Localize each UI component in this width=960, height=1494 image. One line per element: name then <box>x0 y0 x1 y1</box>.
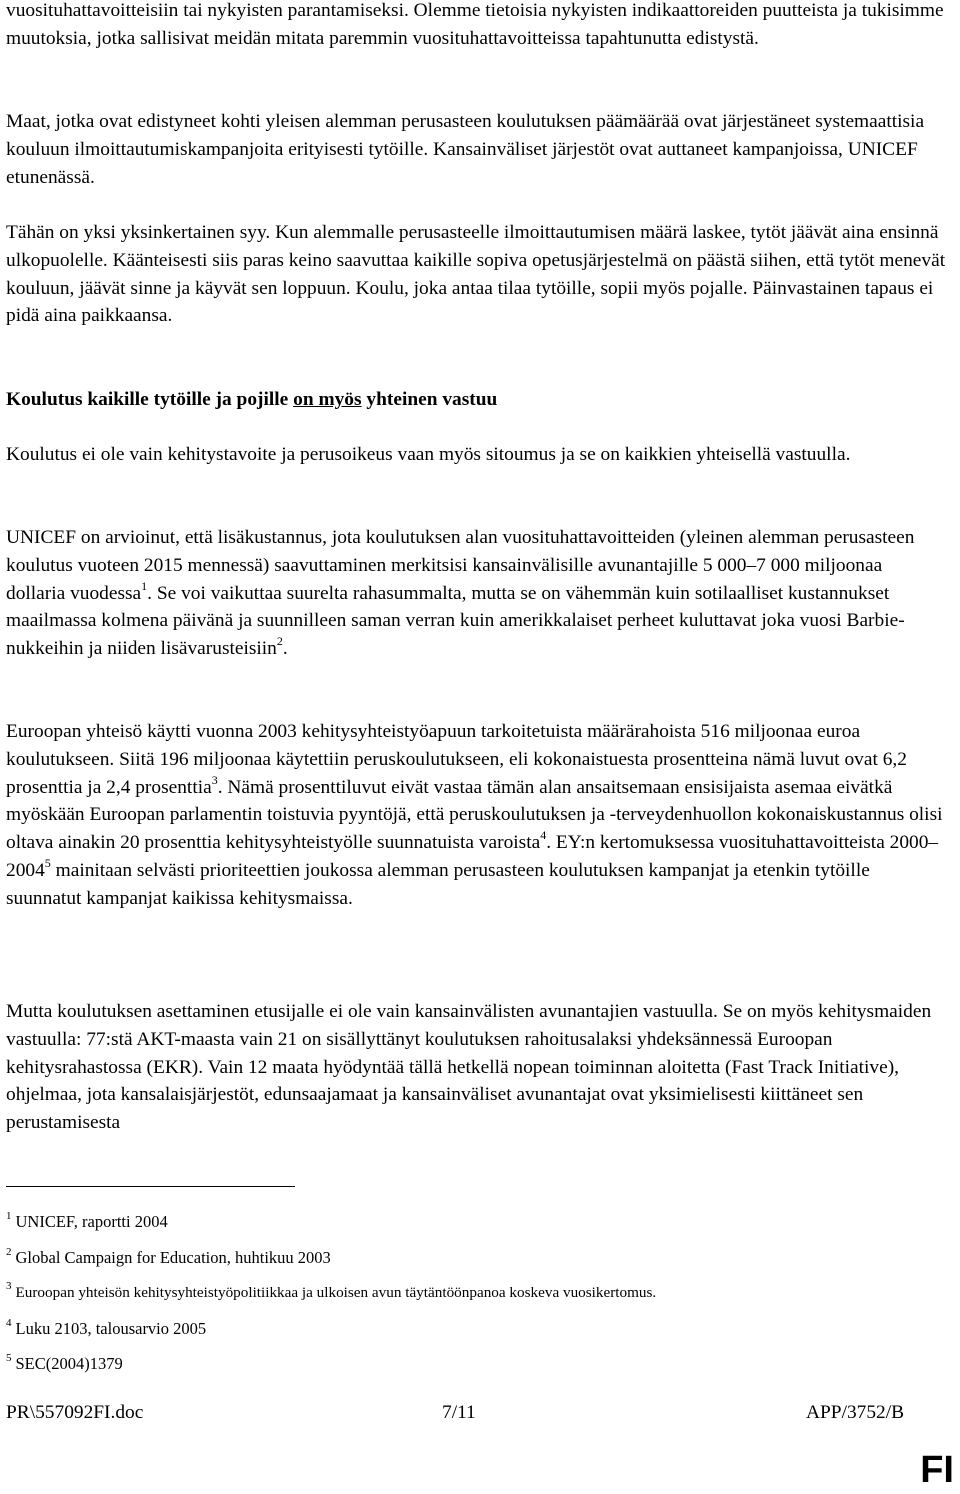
footnote-1-number: 1 <box>6 1210 12 1222</box>
paragraph-5-text-c: . EY:n kertomuksessa vuosituhattavoitteista 2000–2004 <box>6 832 939 881</box>
footnote-4-text: Luku 2103, talousarvio 2005 <box>15 1319 207 1338</box>
footnote-ref-4: 4 <box>540 828 547 843</box>
paragraph-3 <box>6 441 946 469</box>
footnote-2-number: 2 <box>6 1246 12 1258</box>
paragraph-4-text-a: UNICEF on arvioinut, että lisäkustannus, jota koulutuksen alan vuosituhattavoitteiden (yleinen alemman perusasteen koulutus vuoteen 2015 mennessä) saavuttaminen merkitsisi kansainvälisille avunantajille 5 000–7 000 miljoonaa dollaria vuodessa <box>6 527 915 604</box>
paragraph-4-text-c: . <box>282 638 288 660</box>
footnote-3-number: 3 <box>6 1280 12 1292</box>
footnote-2 <box>6 1248 331 1268</box>
paragraph-0-text: vuosituhattavoitteisiin tai nykyisten parantamiseksi. Olemme tietoisia nykyisten indikaattoreiden puutteista ja tukisimme muutoksia, jotka sallisivat meidän mitata paremmin vuosituhattavoitteissa tapahtunutta edistystä. <box>6 0 944 49</box>
paragraph-4 <box>6 524 946 663</box>
footnote-3 <box>6 1280 657 1303</box>
footer-doc-ref: PR\557092FI.doc <box>6 1402 144 1423</box>
footnote-3-text: Euroopan yhteisön kehitysyhteistyöpolitiikkaa ja ulkoisen avun täytäntöönpanoa koskeva vuosikertomus. <box>15 1284 657 1301</box>
footer-page-number: 7/11 <box>442 1402 476 1423</box>
language-code: FI <box>920 1449 954 1491</box>
section-heading-part2: yhteinen vastuu <box>361 389 498 410</box>
footnote-1 <box>6 1212 168 1232</box>
paragraph-6-text: Mutta koulutuksen asettaminen etusijalle ei ole vain kansainvälisten avunantajien vastuulla. Se on myös kehitysmaiden vastuulla: 77:stä AKT-maasta vain 21 on sisällyttänyt koulutuksen rahoitusalaksi yhdeksännessä Euroopan kehitysrahastossa (EKR). Vain 12 maata hyödyntää tällä hetkellä nopean toiminnan aloitetta (Fast Track Initiative), ohjelmaa, jota kansalaisjärjestöt, edunsaajamaat ja kansainväliset avunantajat ovat yksimielisesti kiittäneet sen perustamisesta <box>6 1001 932 1134</box>
section-heading <box>6 386 946 414</box>
footnote-separator <box>6 1186 295 1187</box>
paragraph-5 <box>6 718 946 913</box>
paragraph-4-text-b: . Se voi vaikuttaa suurelta rahasummalta, mutta se on vähemmän kuin sotilaalliset kustannukset maailmassa kolmena päivänä ja suunnilleen saman verran kuin amerikkalaiset perheet kuluttavat joka vuosi Barbie-nukkeihin ja niiden lisävarusteisiin <box>6 582 905 660</box>
paragraph-0 <box>6 0 946 53</box>
footer-app-ref: APP/3752/B <box>806 1402 905 1423</box>
paragraph-5-text-a: Euroopan yhteisö käytti vuonna 2003 kehitysyhteistyöapuun tarkoitetuista määrärahoista 516 miljoonaa euroa koulutukseen. Siitä 196 miljoonaa käytettiin peruskoulutukseen, eli kokonaistuesta prosentteina nämä luvut ovat 6,2 prosenttia ja 2,4 prosenttia <box>6 721 907 798</box>
footnote-ref-1: 1 <box>141 578 148 593</box>
paragraph-1-text: Maat, jotka ovat edistyneet kohti yleisen alemman perusasteen koulutuksen päämäärää ovat järjestäneet systemaattisia kouluun ilmoittautumiskampanjoita erityisesti tytöille. Kansainväliset järjestöt ovat auttaneet kampanjoissa, UNICEF etunenässä. <box>6 111 925 188</box>
footnote-ref-3: 3 <box>211 772 218 787</box>
section-heading-underlined: on myös <box>293 389 362 410</box>
footnote-2-text: Global Campaign for Education, huhtikuu 2003 <box>15 1248 331 1267</box>
paragraph-5-text-b: . Nämä prosenttiluvut eivät vastaa tämän alan ansaitsemaan ensisijaista asemaa eivätkä myöskään Euroopan parlamentin toistuvia pyyntöjä, että peruskoulutuksen ja -terveydenhuollon kokonaiskustannus olisi oltava ainakin 20 prosenttia kehitysyhteistyölle suunnatuista varoista <box>6 776 943 854</box>
paragraph-6 <box>6 998 946 1137</box>
paragraph-1 <box>6 108 946 191</box>
footnote-5-text: SEC(2004)1379 <box>15 1354 123 1373</box>
section-heading-part1: Koulutus kaikille tytöille ja pojille <box>6 389 294 410</box>
paragraph-2-text: Tähän on yksi yksinkertainen syy. Kun alemmalle perusasteelle ilmoittautumisen määrä laskee, tytöt jäävät aina ensinnä ulkopuolelle. Käänteisesti siis paras keino saavuttaa kaikille sopiva opetusjärjestelmä on päästä siihen, että tytöt menevät kouluun, jäävät sinne ja käyvät sen loppuun. Koulu, joka antaa tilaa tytöille, sopii myös pojalle. Päinvastainen tapaus ei pidä aina paikkaansa. <box>6 222 946 327</box>
footnote-4 <box>6 1319 206 1339</box>
footnote-5 <box>6 1354 123 1374</box>
footnote-5-number: 5 <box>6 1352 12 1364</box>
footnote-ref-5: 5 <box>44 855 51 870</box>
footnote-1-text: UNICEF, raportti 2004 <box>15 1212 168 1231</box>
footnote-4-number: 4 <box>6 1317 12 1329</box>
paragraph-3-text: Koulutus ei ole vain kehitystavoite ja perusoikeus vaan myös sitoumus ja se on kaikkien yhteisellä vastuulla. <box>6 444 851 465</box>
paragraph-2 <box>6 219 946 330</box>
footnote-ref-2: 2 <box>276 634 283 649</box>
paragraph-5-text-d: mainitaan selvästi prioriteettien joukossa alemman perusasteen koulutuksen kampanjat ja etenkin tytöille suunnatut kampanjat kaikissa kehitysmaissa. <box>6 859 870 909</box>
